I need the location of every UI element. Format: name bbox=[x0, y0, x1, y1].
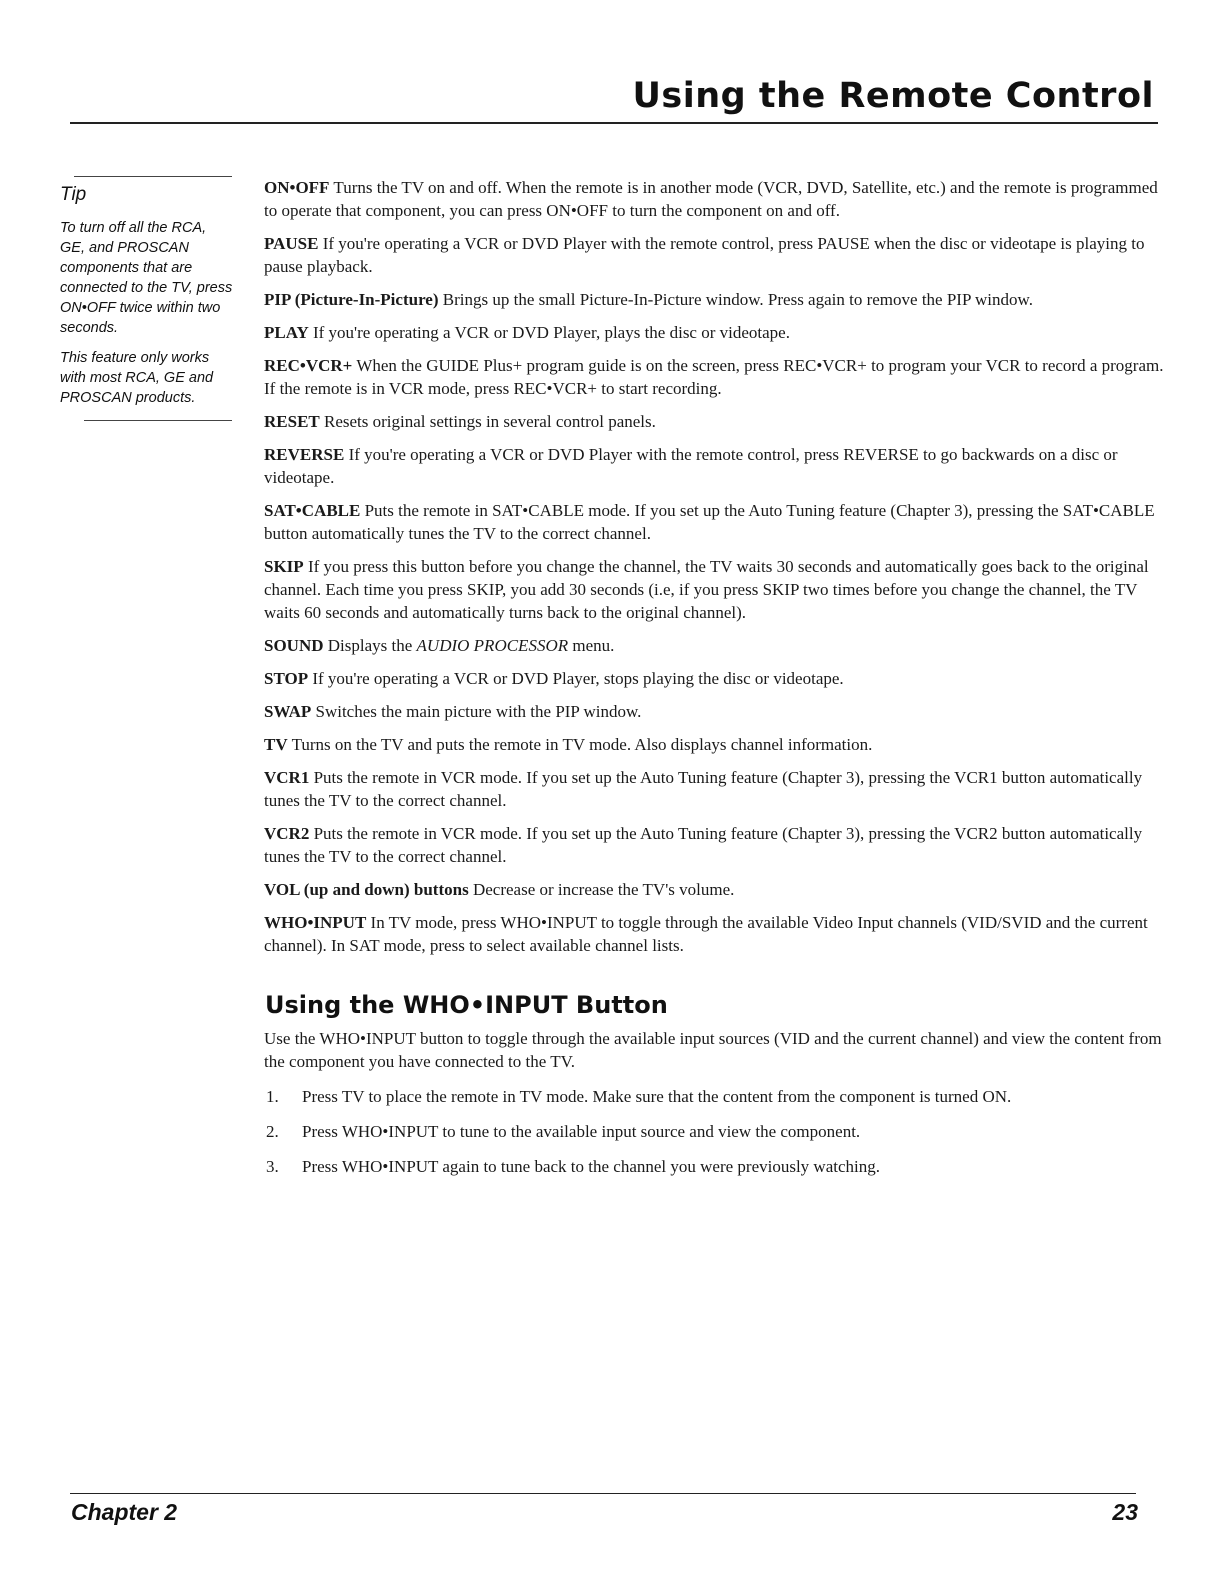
button-desc: If you're operating a VCR or DVD Player with the remote control, press PAUSE when the disc or videotape is playing to pause playback. bbox=[264, 234, 1145, 276]
button-desc: If you're operating a VCR or DVD Player, stops playing the disc or videotape. bbox=[312, 669, 844, 688]
button-term: RESET bbox=[264, 412, 320, 431]
button-term: REC•VCR+ bbox=[264, 356, 353, 375]
tip-heading: Tip bbox=[60, 184, 87, 205]
button-desc-end: menu. bbox=[572, 636, 615, 655]
step-text: Press TV to place the remote in TV mode. Make sure that the content from the component is turned ON. bbox=[302, 1087, 1012, 1106]
button-entry-on-off bbox=[264, 176, 1164, 222]
button-desc: Turns the TV on and off. When the remote is in another mode (VCR, DVD, Satellite, etc.) and the remote is programmed to operate that component, you can press ON•OFF to turn the component on and off. bbox=[264, 178, 1158, 220]
button-descriptions bbox=[264, 176, 1164, 957]
button-entry-sat-cable bbox=[264, 499, 1164, 545]
title-rule bbox=[70, 122, 1158, 124]
button-term: SWAP bbox=[264, 702, 312, 721]
section-intro: Use the WHO•INPUT button to toggle through the available input sources (VID and the current channel) and view the content from the component you have connected to the TV. bbox=[264, 1029, 1162, 1071]
button-entry-reset bbox=[264, 410, 1164, 433]
button-term: STOP bbox=[264, 669, 309, 688]
step-number: 2. bbox=[266, 1122, 279, 1141]
steps-list bbox=[264, 1085, 1164, 1178]
button-term: VCR2 bbox=[264, 824, 310, 843]
button-term: VOL (up and down) buttons bbox=[264, 880, 469, 899]
page-title: Using the Remote Control bbox=[632, 76, 1154, 116]
button-term: PAUSE bbox=[264, 234, 319, 253]
tip-text-1: To turn off all the RCA, GE, and PROSCAN components that are connected to the TV, press ON•OFF twice within two seconds. bbox=[60, 220, 233, 336]
tip-sidebar bbox=[60, 176, 235, 421]
step-number: 3. bbox=[266, 1157, 279, 1176]
button-desc: Resets original settings in several control panels. bbox=[324, 412, 656, 431]
step-text: Press WHO•INPUT again to tune back to the channel you were previously watching. bbox=[302, 1157, 880, 1176]
button-entry-rec-vcr bbox=[264, 354, 1164, 400]
button-term: SOUND bbox=[264, 636, 324, 655]
button-entry-stop bbox=[264, 667, 1164, 690]
button-term: ON•OFF bbox=[264, 178, 330, 197]
button-desc: Displays the bbox=[327, 636, 413, 655]
tip-top-rule bbox=[74, 176, 232, 177]
button-entry-vcr2 bbox=[264, 822, 1164, 868]
step-item bbox=[264, 1155, 1164, 1178]
main-content bbox=[264, 176, 1164, 1190]
button-term: SAT•CABLE bbox=[264, 501, 361, 520]
button-entry-vcr1 bbox=[264, 766, 1164, 812]
step-text: Press WHO•INPUT to tune to the available input source and view the component. bbox=[302, 1122, 861, 1141]
button-desc: Puts the remote in VCR mode. If you set up the Auto Tuning feature (Chapter 3), pressing the VCR2 button automatically tunes the TV to the correct channel. bbox=[264, 824, 1143, 866]
button-entry-swap bbox=[264, 700, 1164, 723]
button-desc: Puts the remote in VCR mode. If you set up the Auto Tuning feature (Chapter 3), pressing the VCR1 button automatically tunes the TV to the correct channel. bbox=[264, 768, 1143, 810]
button-term: VCR1 bbox=[264, 768, 310, 787]
button-term: TV bbox=[264, 735, 288, 754]
button-entry-reverse bbox=[264, 443, 1164, 489]
page-number: 23 bbox=[1112, 1499, 1138, 1525]
button-term: WHO•INPUT bbox=[264, 913, 367, 932]
step-item bbox=[264, 1120, 1164, 1143]
button-entry-vol bbox=[264, 878, 1164, 901]
button-term: PLAY bbox=[264, 323, 309, 342]
button-entry-sound bbox=[264, 634, 1164, 657]
button-entry-pause bbox=[264, 232, 1164, 278]
button-entry-pip bbox=[264, 288, 1164, 311]
button-entry-skip bbox=[264, 555, 1164, 624]
button-desc: If you're operating a VCR or DVD Player, plays the disc or videotape. bbox=[312, 323, 790, 342]
tip-text-2: This feature only works with most RCA, GE and PROSCAN products. bbox=[60, 350, 214, 406]
button-desc: Turns on the TV and puts the remote in TV mode. Also displays channel information. bbox=[291, 735, 873, 754]
button-desc: Decrease or increase the TV's volume. bbox=[472, 880, 735, 899]
section-heading: Using the WHO•INPUT Button bbox=[265, 991, 668, 1019]
button-entry-play bbox=[264, 321, 1164, 344]
button-desc: Puts the remote in SAT•CABLE mode. If you set up the Auto Tuning feature (Chapter 3), pressing the SAT•CABLE button automatically tunes the TV to the correct channel. bbox=[264, 501, 1155, 543]
button-term: PIP (Picture-In-Picture) bbox=[264, 290, 439, 309]
button-entry-tv bbox=[264, 733, 1164, 756]
button-desc: In TV mode, press WHO•INPUT to toggle through the available Video Input channels (VID/SVID and the current channel). In SAT mode, press to select available channel lists. bbox=[264, 913, 1148, 955]
button-desc: If you're operating a VCR or DVD Player with the remote control, press REVERSE to go backwards on a disc or videotape. bbox=[264, 445, 1118, 487]
menu-name: AUDIO PROCESSOR bbox=[416, 636, 569, 655]
footer-rule bbox=[70, 1493, 1136, 1494]
tip-bottom-rule bbox=[84, 420, 232, 421]
footer-chapter: Chapter 2 bbox=[71, 1499, 178, 1525]
button-term: SKIP bbox=[264, 557, 304, 576]
step-number: 1. bbox=[266, 1087, 279, 1106]
button-desc: Brings up the small Picture-In-Picture window. Press again to remove the PIP window. bbox=[442, 290, 1033, 309]
button-term: REVERSE bbox=[264, 445, 345, 464]
step-item bbox=[264, 1085, 1164, 1108]
button-entry-who-input bbox=[264, 911, 1164, 957]
button-desc: Switches the main picture with the PIP window. bbox=[315, 702, 642, 721]
button-desc: When the GUIDE Plus+ program guide is on the screen, press REC•VCR+ to program your VCR to record a program. If the remote is in VCR mode, press REC•VCR+ to start recording. bbox=[264, 356, 1164, 398]
button-desc: If you press this button before you change the channel, the TV waits 30 seconds and automatically goes back to the original channel. Each time you press SKIP, you add 30 seconds (i.e, if you press SKIP two times before you change the channel, the TV waits 60 seconds and automatically turns back to the original channel). bbox=[264, 557, 1149, 622]
